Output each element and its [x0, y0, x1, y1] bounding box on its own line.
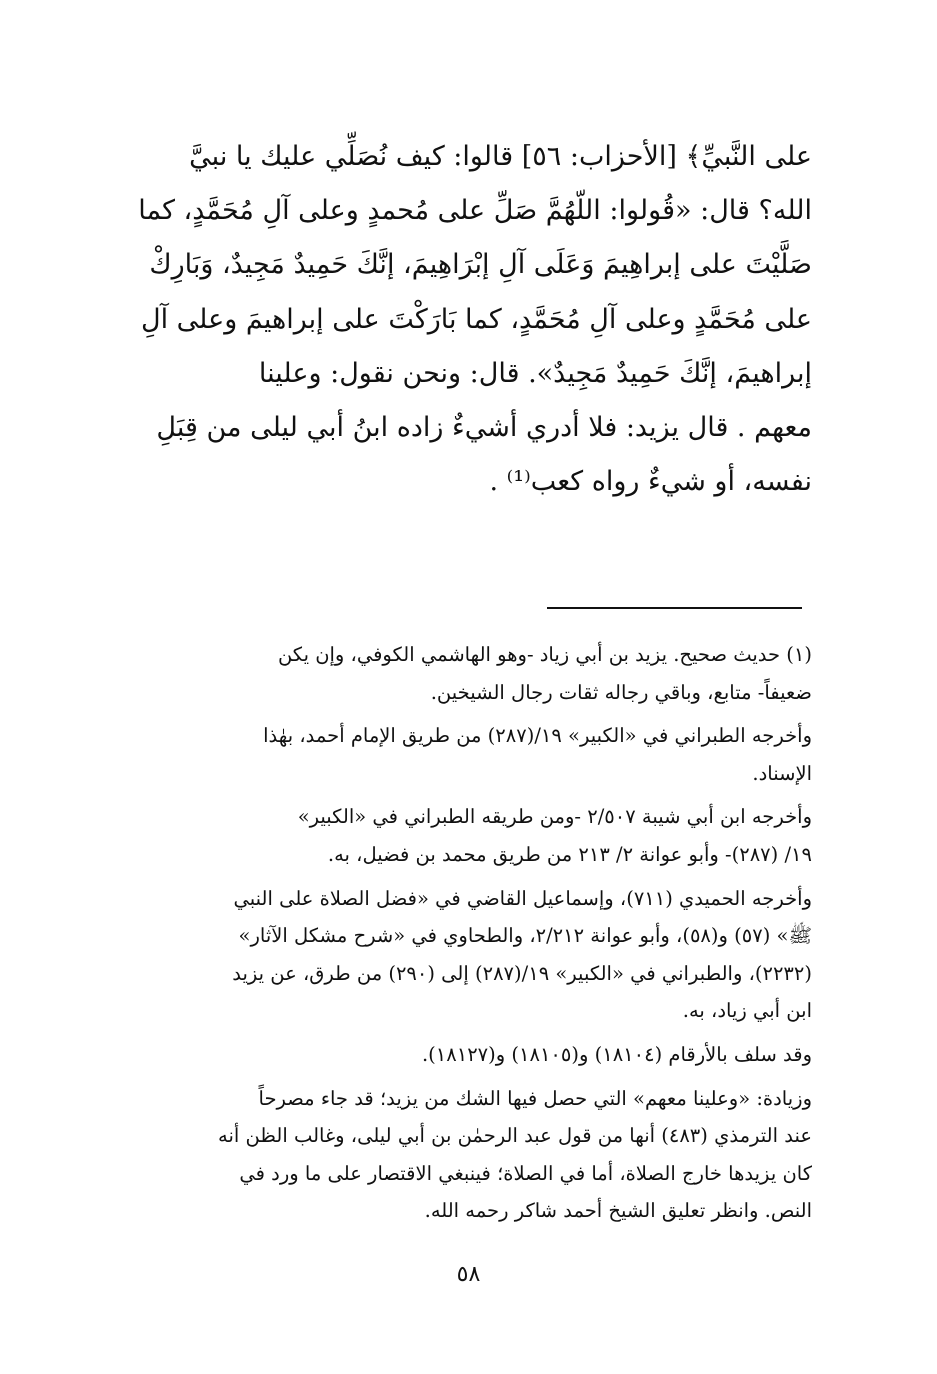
- footnote-paragraph: [102, 717, 812, 792]
- footnote-line: ابن أبي زياد، به.: [682, 999, 812, 1023]
- footnote-line: وزيادة: «وعلينا معهم» التي حصل فيها الشك من يزيد؛ قد جاء مصرحاً: [258, 1086, 812, 1110]
- footnote-separator: [547, 607, 802, 609]
- footnote-line: ١٩/ (٢٨٧)- وأبو عوانة ٢/ ٢١٣ من طريق محمد بن فضيل، به.: [327, 842, 812, 866]
- footnote-line: (١) حديث صحيح. يزيد بن أبي زياد -وهو الهاشمي الكوفي، وإن يكن: [277, 643, 812, 666]
- footnote-line: عند الترمذي (٤٨٣) أنها من قول عبد الرحمٰن بن أبي ليلى، وغالب الظن أنه: [218, 1124, 812, 1148]
- footnote-paragraph: [102, 1036, 812, 1074]
- main-text-line: إبراهيمَ، إنَّكَ حَمِيدٌ مَجِيدٌ». قال: ونحن نقول: وعلينا: [258, 357, 812, 389]
- main-text-line: على مُحَمَّدٍ وعلى آلِ مُحَمَّدٍ، كما بَارَكْتَ على إبراهيمَ وعلى آلِ: [140, 303, 812, 335]
- footnotes: [102, 636, 812, 1236]
- footnote-line: وقد سلف بالأرقام (١٨١٠٤) و(١٨١٠٥) و(١٨١٢٧).: [421, 1042, 812, 1066]
- footnote-line: النص. وانظر تعليق الشيخ أحمد شاكر رحمه الله.: [424, 1199, 812, 1223]
- main-text-line: على النَّبيِّ﴾ [الأحزاب: ٥٦] قالوا: كيف نُصَلِّي عليك يا نبيَّ: [189, 141, 812, 172]
- main-text-line: صَلَّيْتَ على إبراهِيمَ وَعَلَى آلِ إبْرَاهِيمَ، إنَّكَ حَمِيدٌ مَجِيدٌ، وَبَارِكْ: [149, 249, 812, 281]
- footnote-line: الإسناد.: [752, 761, 812, 785]
- footnote-line: ﷺ» (٥٧) و(٥٨)، وأبو عوانة ٢/٢١٢، والطحاوي في «شرح مشكل الآثار»: [238, 924, 812, 948]
- footnote-paragraph: [102, 798, 812, 873]
- footnote-paragraph: [102, 1080, 812, 1230]
- footnote-line: (٢٢٣٢)، والطبراني في «الكبير» ١٩/(٢٨٧) إلى (٢٩٠) من طرق، عن يزيد: [232, 961, 812, 985]
- footnote-line: كان يزيدها خارج الصلاة، أما في الصلاة؛ فينبغي الاقتصار على ما ورد في: [239, 1161, 812, 1185]
- main-text-line: نفسه، أو شيءٌ رواه كعب⁽¹⁾ .: [489, 466, 812, 498]
- footnote-paragraph: [102, 636, 812, 711]
- footnote-line: وأخرجه الطبراني في «الكبير» ١٩/(٢٨٧) من طريق الإمام أحمد، بهٰذا: [263, 724, 812, 748]
- main-text: [100, 130, 812, 509]
- footnote-line: وأخرجه ابن أبي شيبة ٢/٥٠٧ -ومن طريقه الطبراني في «الكبير»: [297, 805, 812, 829]
- page-number: ٥٨: [456, 1262, 481, 1287]
- footnote-line: وأخرجه الحميدي (٧١١)، وإسماعيل القاضي في «فضل الصلاة على النبي: [233, 886, 812, 910]
- footnote-paragraph: [102, 880, 812, 1030]
- main-text-line: الله؟ قال: «قُولوا: اللّهُمَّ صَلِّ على مُحمدٍ وعلى آلِ مُحَمَّدٍ، كما: [138, 195, 812, 227]
- main-text-line: معهم . قال يزيد: فلا أدري أشيءٌ زاده ابنُ أبي ليلى من قِبَلِ: [156, 411, 812, 443]
- footnote-line: ضعيفاً- متابع، وباقي رجاله ثقات رجال الشيخين.: [430, 680, 812, 704]
